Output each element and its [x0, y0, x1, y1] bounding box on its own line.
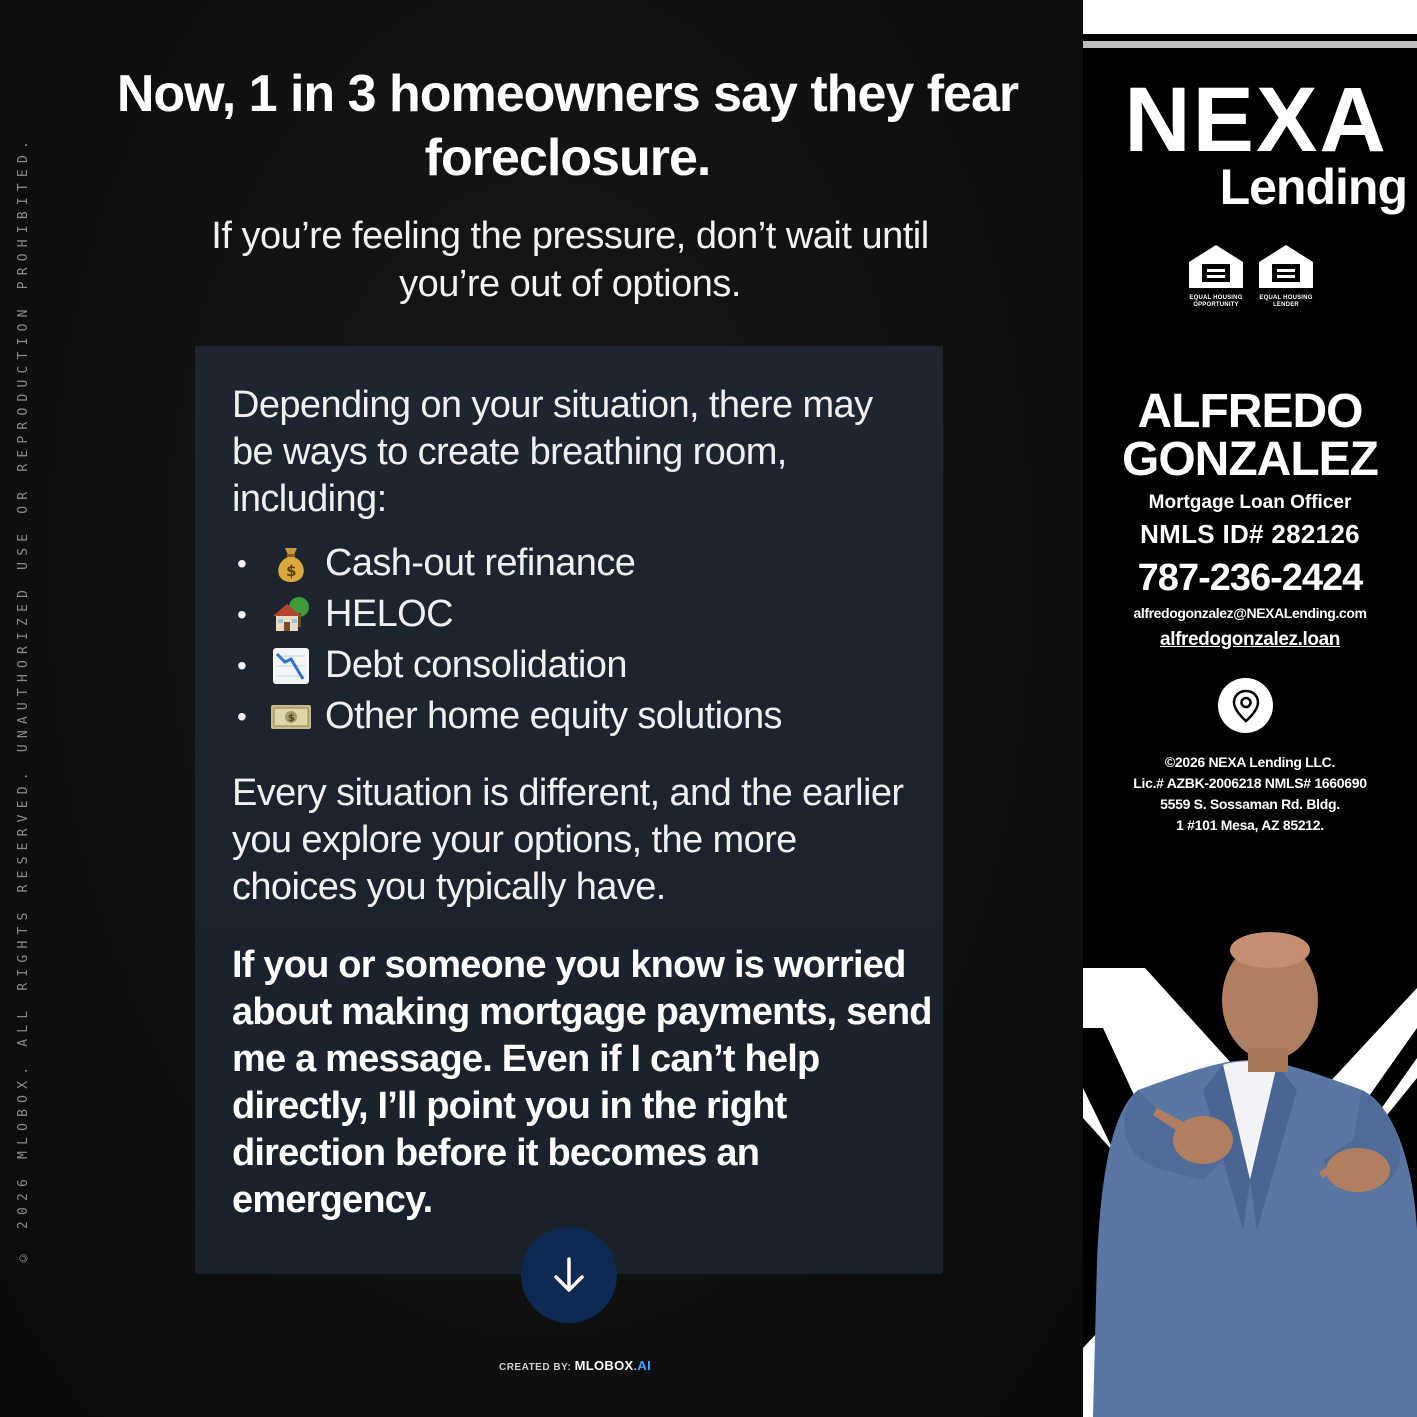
company-info: ©2026 NEXA Lending LLC. Lic.# AZBK-2006218 NMLS# 1660690 5559 S. Sossaman Rd. Bldg. 1 #101 Mesa, AZ 85212.: [1133, 754, 1367, 833]
option-label: Debt consolidation: [325, 644, 627, 686]
svg-text:$: $: [286, 561, 296, 580]
arrow-down-icon: [547, 1253, 591, 1297]
email-link[interactable]: alfredogonzalez@NEXALending.com: [1133, 605, 1367, 621]
brand-panel: [1083, 0, 1417, 1417]
subheadline: If you’re feeling the pressure, don’t wait until you’re out of options.: [211, 215, 929, 305]
scroll-down-button[interactable]: [521, 1227, 617, 1323]
options-list: [237, 538, 927, 742]
info-card: [195, 346, 943, 1274]
list-item: • HELOC: [237, 593, 453, 635]
option-label: Other home equity solutions: [325, 695, 782, 737]
copyright-notice: [10, 135, 36, 1265]
headline: Now, 1 in 3 homeowners say they fear foreclosure.: [116, 65, 1019, 187]
option-label: HELOC: [325, 593, 453, 635]
equal-housing-icon: [1255, 242, 1317, 290]
list-item: • Debt consolidation: [237, 644, 627, 686]
nmls-id: NMLS ID# 282126: [1140, 519, 1360, 549]
option-label: Cash-out refinance: [325, 542, 636, 584]
top-bar: [1083, 0, 1417, 34]
card-intro: Depending on your situation, there may be ways to create breathing room, including:: [232, 384, 873, 520]
lending-logo: Lending: [1219, 159, 1407, 215]
website-link[interactable]: alfredogonzalez.loan: [1160, 629, 1340, 650]
equal-housing-opportunity-badge: EQUAL HOUSING OPPORTUNITY: [1183, 242, 1249, 309]
house-icon: [267, 595, 315, 635]
loan-officer-name: ALFREDO GONZALEZ: [1122, 385, 1378, 486]
location-pin-icon: [1231, 689, 1261, 723]
credit-brand: MLOBOX: [574, 1358, 634, 1373]
svg-text:$: $: [287, 712, 295, 724]
equal-housing-lender-badge: EQUAL HOUSING LENDER: [1253, 242, 1319, 309]
copyright-text: © 2026 MLOBOX. ALL RIGHTS RESERVED. UNAUTHORIZED USE OR REPRODUCTION PROHIBITED.: [15, 135, 31, 1265]
card-body: Every situation is different, and the earlier you explore your options, the more choices you typically have.: [232, 772, 904, 908]
location-button[interactable]: [1218, 678, 1273, 733]
list-item: • $ Other home equity solutions: [237, 695, 782, 737]
chart-decreasing-icon: [267, 646, 315, 686]
nexa-logo: NEXA: [1124, 69, 1388, 171]
card-cta: If you or someone you know is worried about making mortgage payments, send me a message. Even if I can’t help directly, I’ll point you in the right direction before it becomes an emergency.: [232, 944, 932, 1221]
top-divider: [1083, 41, 1417, 48]
phone-number[interactable]: 787-236-2424: [1137, 557, 1363, 599]
money-bag-icon: [267, 544, 315, 584]
loan-officer-title: Mortgage Loan Officer: [1148, 492, 1352, 513]
equal-housing-icon: [1185, 242, 1247, 290]
loan-officer-photo: [1083, 930, 1417, 1417]
list-item: • $ Cash-out refinance: [237, 542, 636, 584]
created-by-credit: CREATED BY: MLOBOX.AI: [498, 1358, 651, 1373]
cash-icon: [267, 697, 315, 737]
